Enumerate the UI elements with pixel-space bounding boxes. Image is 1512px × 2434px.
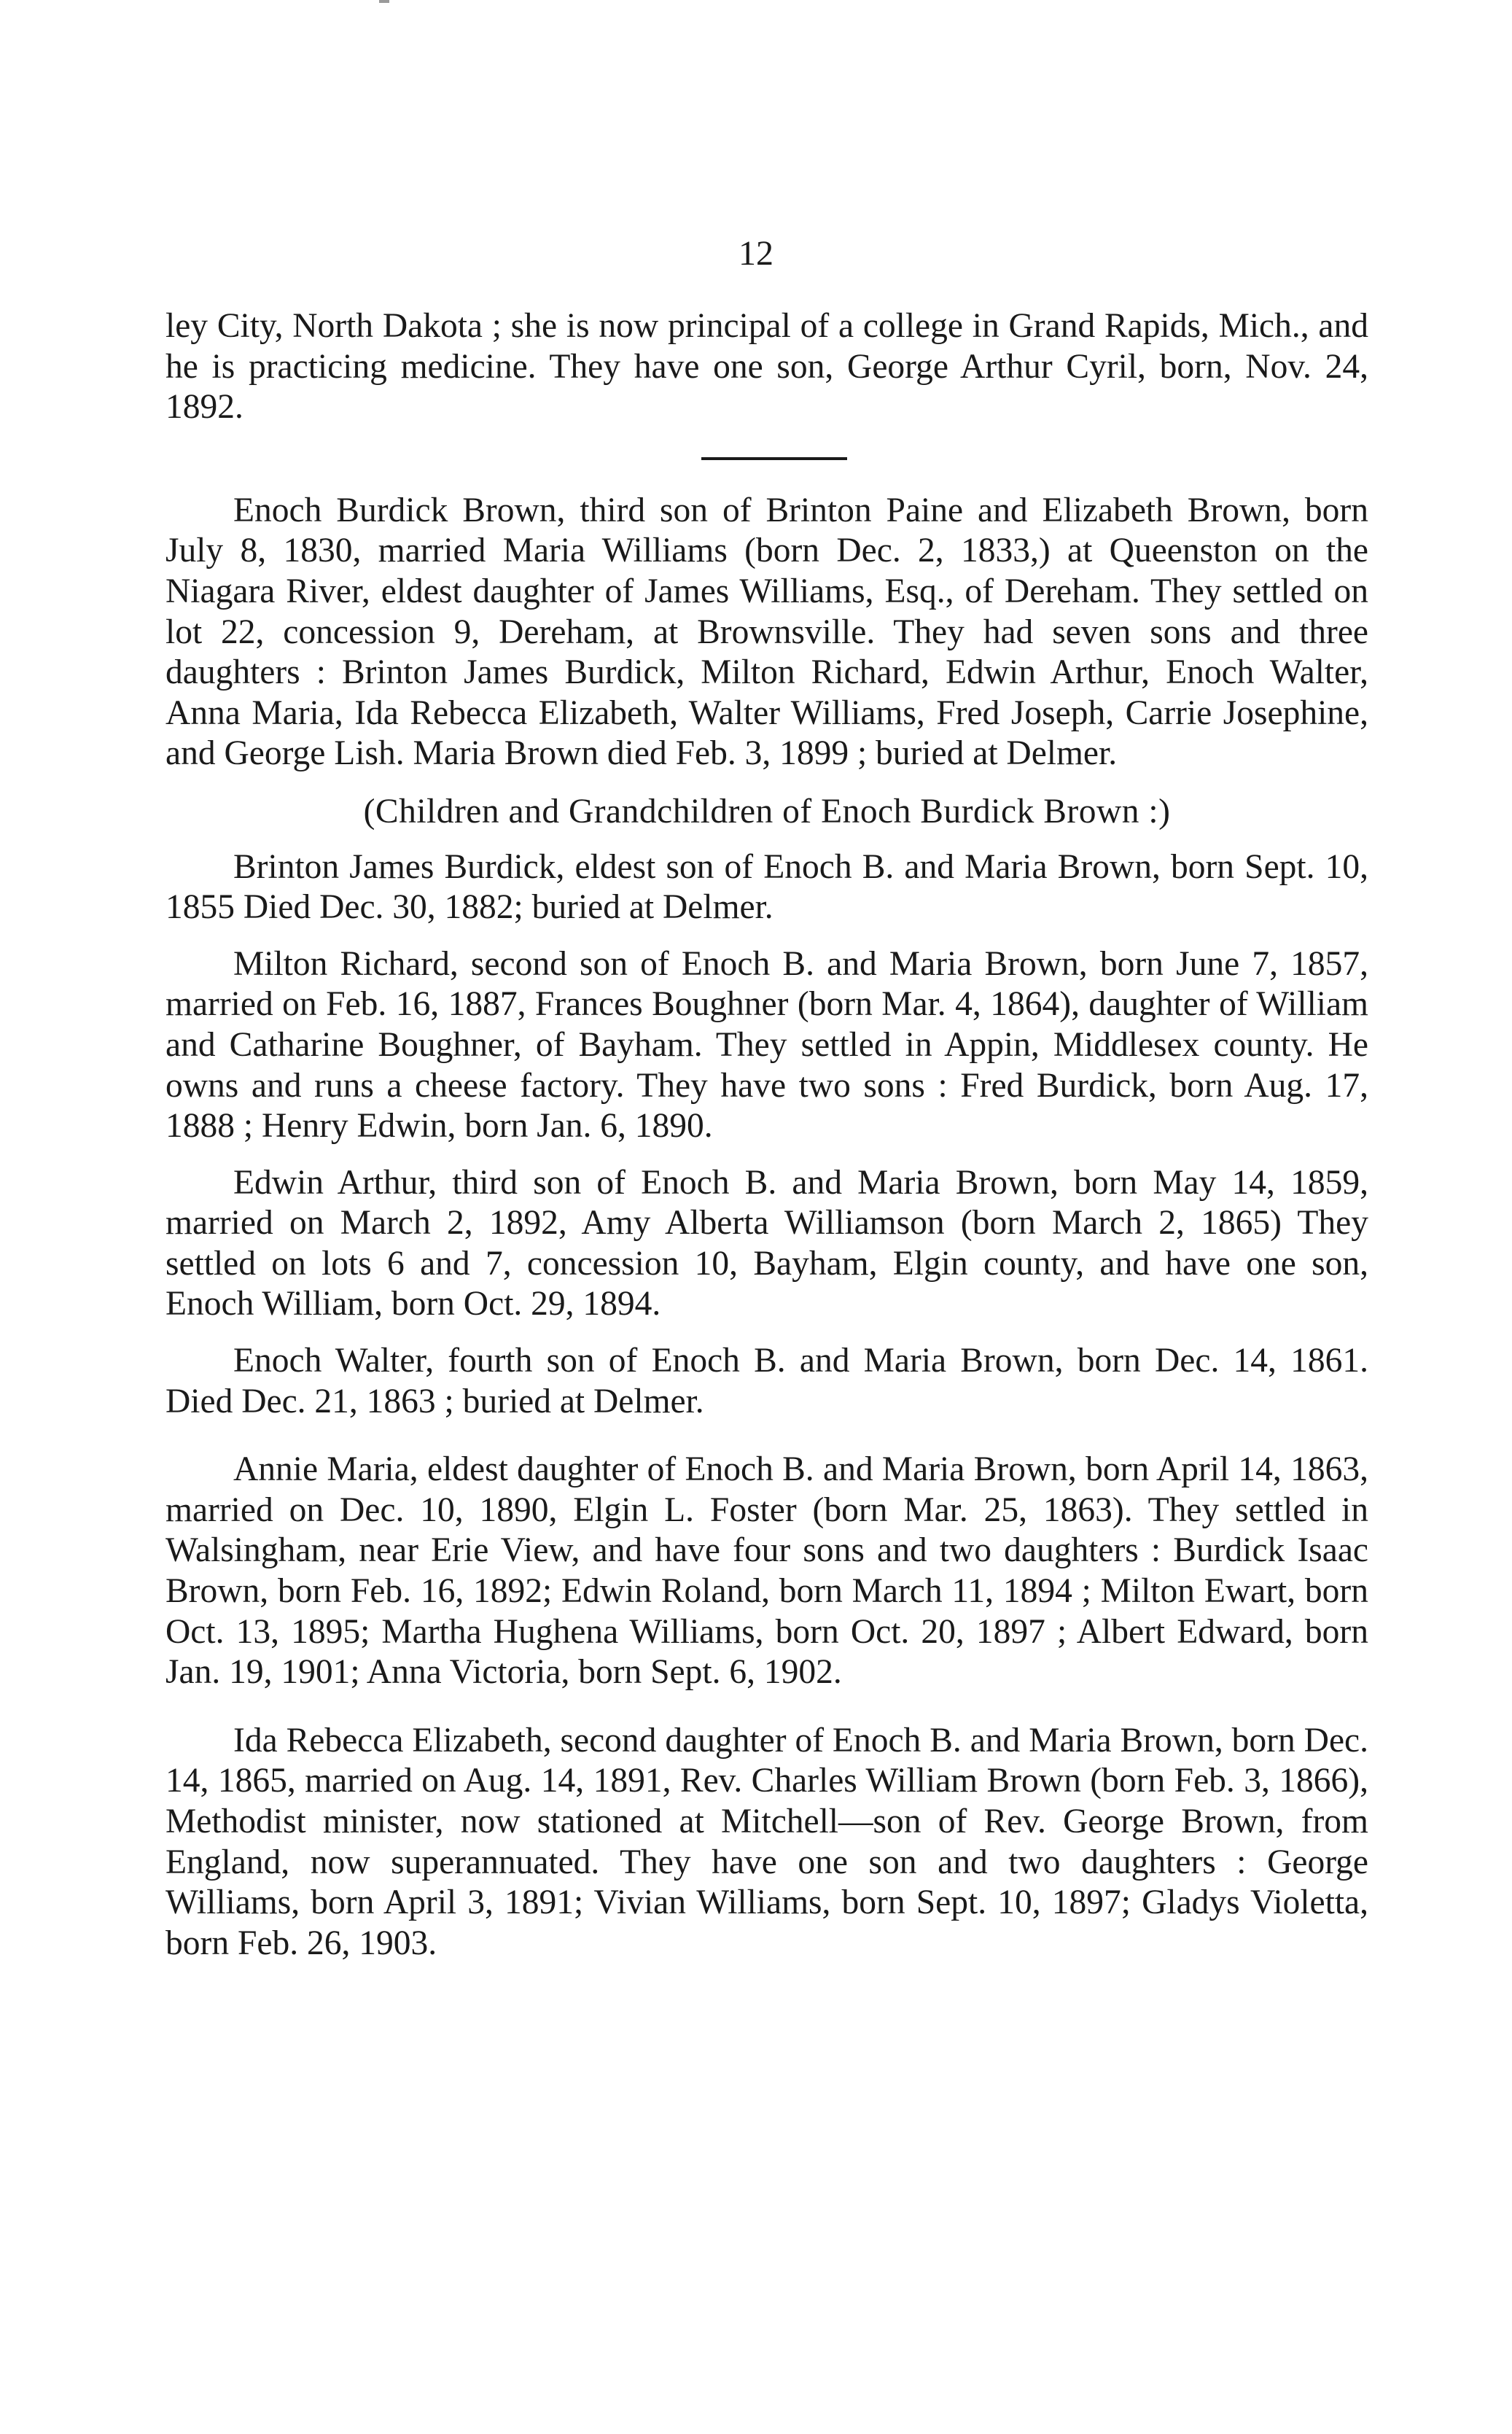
document-page (165, 0, 1368, 2434)
paragraph-enoch-walter: Enoch Walter, fourth son of Enoch B. and Maria Brown, born Dec. 14, 1861. Died Dec. 21, 1863 ; buried at Delmer. (165, 1342, 1368, 1420)
section-divider (701, 457, 847, 460)
page-number: 12 (739, 234, 773, 273)
paragraph-continued: ley City, North Dakota ; she is now principal of a college in Grand Rapids, Mich., and he is practicing medicine. They have one son, George Arthur Cyril, born, Nov. 24, 1892. (165, 307, 1368, 427)
paragraph-brinton-james: Brinton James Burdick, eldest son of Enoch B. and Maria Brown, born Sept. 10, 1855 Died Dec. 30, 1882; buried at Delmer. (165, 847, 1368, 927)
paragraph-milton-richard: Milton Richard, second son of Enoch B. and Maria Brown, born June 7, 1857, married on Feb. 16, 1887, Frances Boughner (born Mar. 4, 1864), daughter of William and Catharine Boughner, of Bayham. They settled in Appin, Middlesex county. He owns and runs a cheese factory. They have two sons : Fred Burdick, born Aug. 17, 1888 ; Henry Edwin, born Jan. 6, 1890. (165, 944, 1368, 1146)
document-body (165, 306, 1368, 1964)
paragraph-edwin-arthur: Edwin Arthur, third son of Enoch B. and Maria Brown, born May 14, 1859, married on March 2, 1892, Amy Alberta Williamson (born March 2, 1865) They settled on lots 6 and 7, concession 10, Bayham, Elgin county, and have one son, Enoch William, born Oct. 29, 1894. (165, 1163, 1368, 1323)
section-heading-children: (Children and Grandchildren of Enoch Burdick Brown :) (363, 792, 1171, 831)
paragraph-annie-maria: Annie Maria, eldest daughter of Enoch B. and Maria Brown, born April 14, 1863, married on Dec. 10, 1890, Elgin L. Foster (born Mar. 25, 1863). They settled in Walsingham, near Erie View, and have four sons and two daughters : Burdick Isaac Brown, born Feb. 16, 1892; Edwin Roland, born March 11, 1894 ; Milton Ewart, born Oct. 13, 1895; Martha Hughena Williams, born Oct. 20, 1897 ; Albert Edward, born Jan. 19, 1901; Anna Victoria, born Sept. 6, 1902. (165, 1450, 1368, 1692)
paragraph-ida-rebecca: Ida Rebecca Elizabeth, second daughter of Enoch B. and Maria Brown, born Dec. 14, 1865, married on Aug. 14, 1891, Rev. Charles William Brown (born Feb. 3, 1866), Methodist minister, now stationed at Mitchell—son of Rev. George Brown, from England, now superannuated. They have one son and two daughters : George Williams, born April 3, 1891; Vivian Williams, born Sept. 10, 1897; Gladys Violetta, born Feb. 26, 1903. (165, 1721, 1368, 1962)
paragraph-enoch-burdick-brown: Enoch Burdick Brown, third son of Brinton Paine and Elizabeth Brown, born July 8, 1830, married Maria Williams (born Dec. 2, 1833,) at Queenston on the Niagara River, eldest daughter of James Williams, Esq., of Dereham. They settled on lot 22, concession 9, Dereham, at Brownsville. They had seven sons and three daughters : Brinton James Burdick, Milton Richard, Edwin Arthur, Enoch Walter, Anna Maria, Ida Rebecca Elizabeth, Walter Williams, Fred Joseph, Carrie Josephine, and George Lish. Maria Brown died Feb. 3, 1899 ; buried at Delmer. (165, 491, 1368, 773)
